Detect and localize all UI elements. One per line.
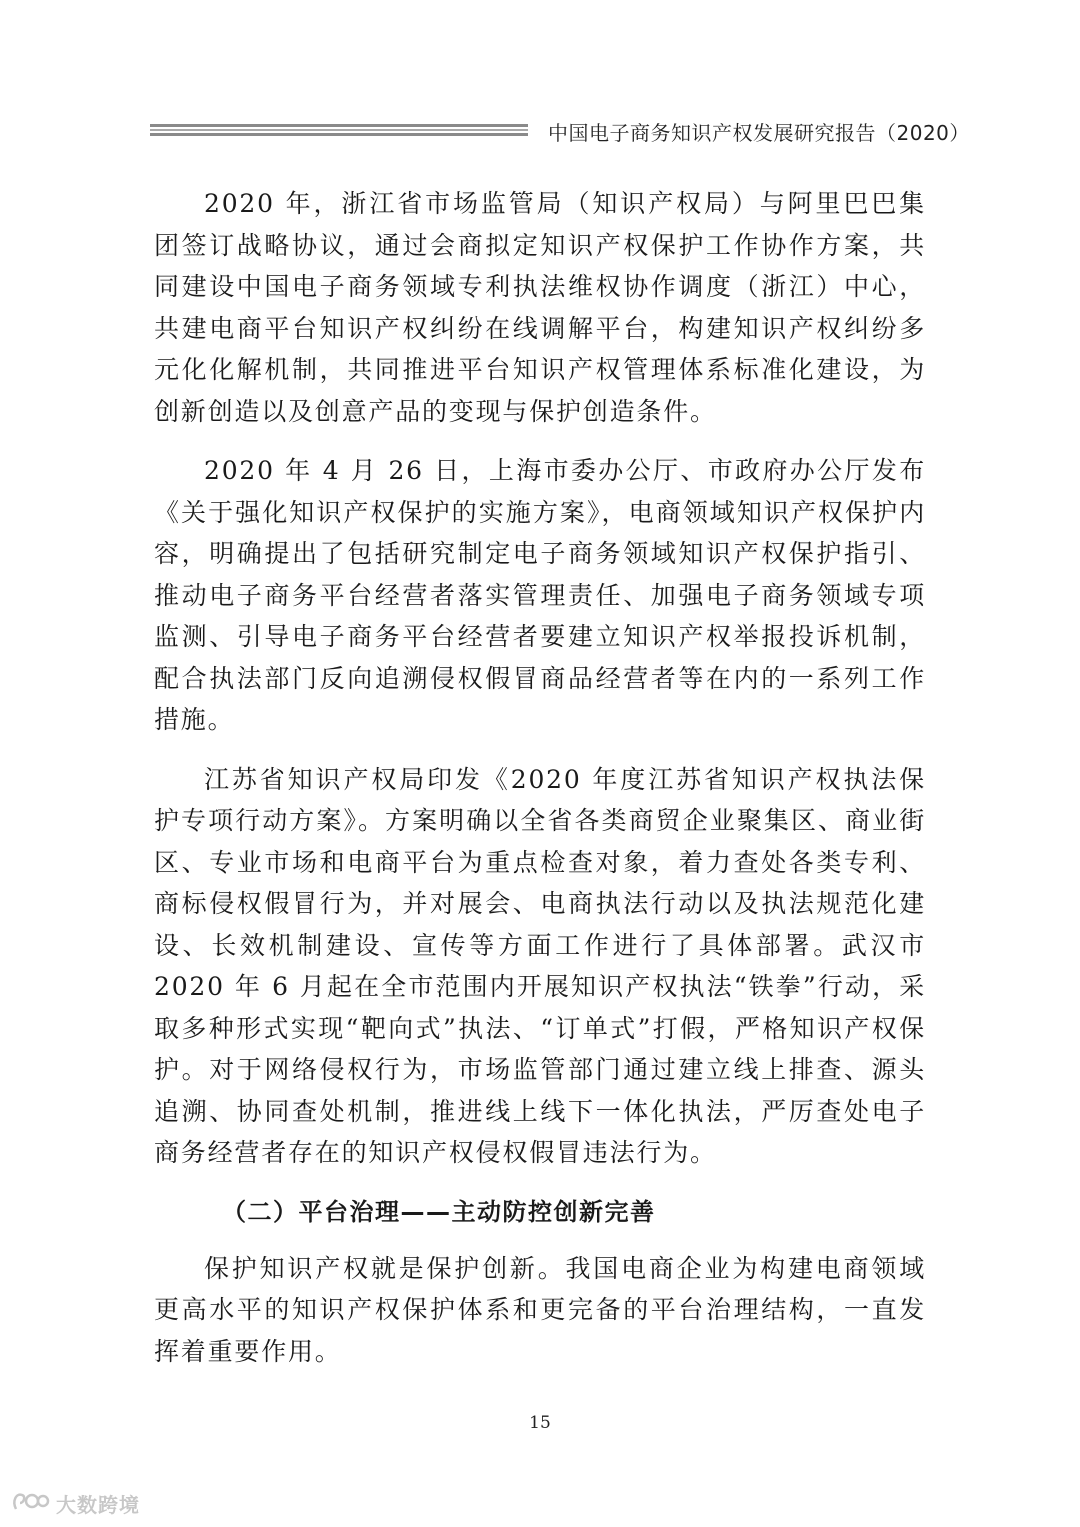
header-rule bbox=[150, 133, 528, 136]
running-header-title: 中国电子商务知识产权发展研究报告（2020） bbox=[548, 121, 970, 145]
page-number: 15 bbox=[529, 1413, 551, 1433]
header-rule bbox=[150, 129, 528, 131]
paragraph-jiangsu: 江苏省知识产权局印发《2020 年度江苏省知识产权执法保护专项行动方案》。方案明确以全省各类商贸企业聚集区、商业街区、专业市场和电商平台为重点检查对象，着力查处各类专利、商标侵权假冒行为，并对展会、电商执法行动以及执法规范化建设、长效机制建设、宣传等方面工作进行了具体部署。武汉市 2020 年 6 月起在全市范围内开展知识产权执法“铁拳”行动，采取多种形式实现“靶向式”执法、“订单式”打假，严格知识产权保护。对于网络侵权行为，市场监管部门通过建立线上排查、源头追溯、协同查处机制，推进线上线下一体化执法，严厉查处电子商务经营者存在的知识产权侵权假冒违法行为。 bbox=[154, 764, 926, 1167]
brand-logo-icon bbox=[10, 1489, 50, 1517]
watermark-text: 大数跨境 bbox=[56, 1492, 140, 1517]
section-heading: （二）平台治理——主动防控创新完善 bbox=[222, 1197, 656, 1226]
header-rule bbox=[150, 124, 528, 127]
watermark bbox=[10, 1488, 140, 1518]
paragraph-shanghai: 2020 年 4 月 26 日，上海市委办公厅、市政府办公厅发布《关于强化知识产权保护的实施方案》，电商领域知识产权保护内容，明确提出了包括研究制定电子商务领域知识产权保护指引、推动电子商务平台经营者落实管理责任、加强电子商务领域专项监测、引导电子商务平台经营者要建立知识产权举报投诉机制，配合执法部门反向追溯侵权假冒商品经营者等在内的一系列工作措施。 bbox=[154, 456, 926, 734]
paragraph-zhejiang: 2020 年，浙江省市场监管局（知识产权局）与阿里巴巴集团签订战略协议，通过会商拟定知识产权保护工作协作方案，共同建设中国电子商务领域专利执法维权协作调度（浙江）中心，共建电商平台知识产权纠纷在线调解平台，构建知识产权纠纷多元化化解机制，共同推进平台知识产权管理体系标准化建设，为创新创造以及创意产品的变现与保护创造条件。 bbox=[154, 189, 926, 426]
document-body bbox=[154, 183, 926, 1390]
header-rules bbox=[150, 124, 528, 138]
paragraph-platform-governance: 保护知识产权就是保护创新。我国电商企业为构建电商领域更高水平的知识产权保护体系和更完备的平台治理结构，一直发挥着重要作用。 bbox=[154, 1253, 926, 1366]
